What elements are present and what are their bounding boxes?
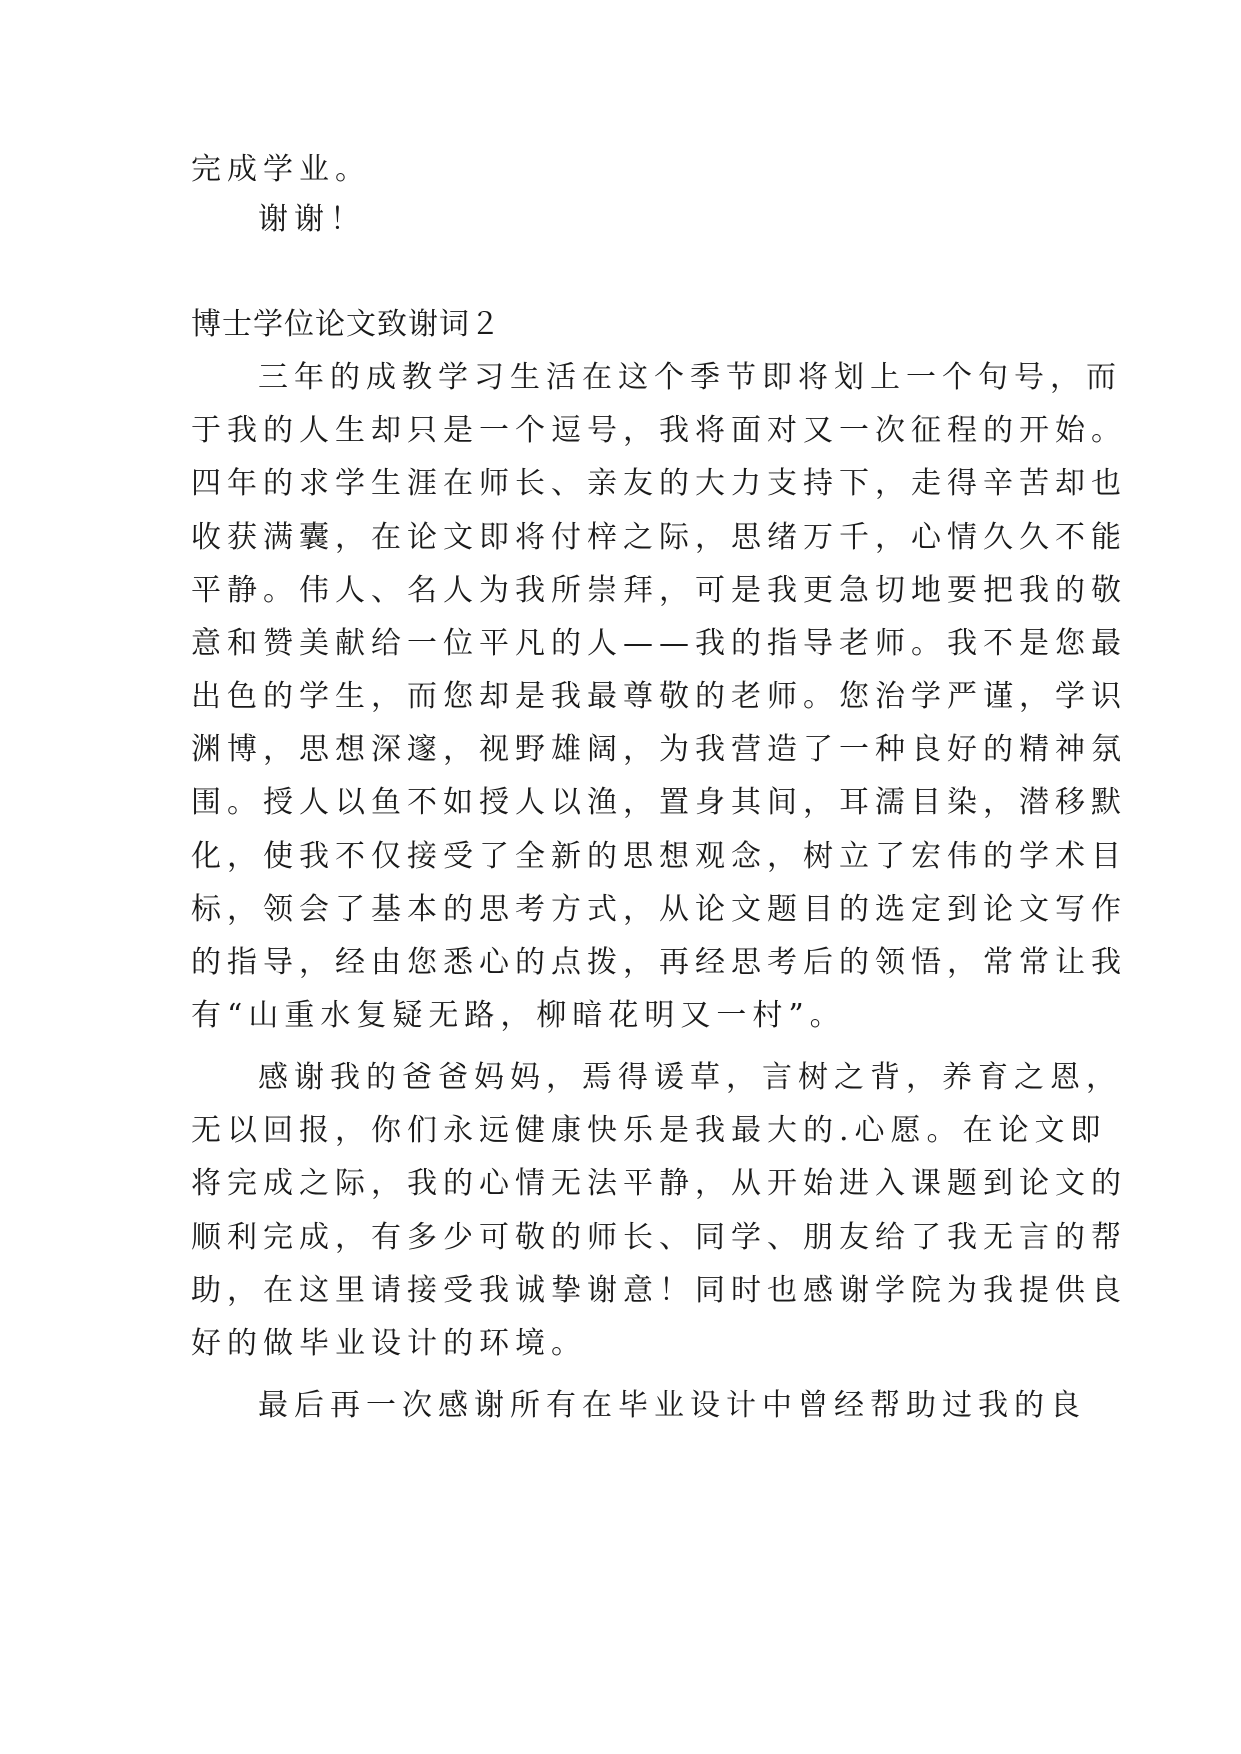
section-heading: 博士学位论文致谢词２: [191, 307, 501, 342]
text-line: 化，使我不仅接受了全新的思想观念，树立了宏伟的学术目: [191, 839, 1127, 874]
text-line: 完成学业。: [191, 152, 371, 187]
text-line: 平静。伟人、名人为我所崇拜，可是我更急切地要把我的敬: [191, 573, 1127, 608]
text-line: 感谢我的爸爸妈妈，焉得谖草，言树之背，养育之恩，: [258, 1060, 1122, 1095]
text-line: 出色的学生，而您却是我最尊敬的老师。您治学严谨，学识: [191, 679, 1127, 714]
text-line: 无以回报，你们永远健康快乐是我最大的.心愿。在论文即: [191, 1113, 1107, 1148]
text-line: 的指导，经由您悉心的点拨，再经思考后的领悟，常常让我: [191, 945, 1127, 980]
text-line: 于我的人生却只是一个逗号，我将面对又一次征程的开始。: [191, 413, 1127, 448]
text-line: 渊博，思想深邃，视野雄阔，为我营造了一种良好的精神氛: [191, 732, 1127, 767]
text-line: 有“山重水复疑无路，柳暗花明又一村”。: [191, 998, 846, 1033]
text-line: 谢谢！: [258, 202, 366, 237]
text-line: 四年的求学生涯在师长、亲友的大力支持下，走得辛苦却也: [191, 466, 1127, 501]
text-line: 最后再一次感谢所有在毕业设计中曾经帮助过我的良: [258, 1388, 1086, 1423]
text-line: 标，领会了基本的思考方式，从论文题目的选定到论文写作: [191, 892, 1127, 927]
text-line: 三年的成教学习生活在这个季节即将划上一个句号，而: [258, 360, 1122, 395]
text-line: 收获满囊，在论文即将付梓之际，思绪万千，心情久久不能: [191, 520, 1127, 555]
text-line: 助，在这里请接受我诚挚谢意！同时也感谢学院为我提供良: [191, 1273, 1127, 1308]
text-line: 围。授人以鱼不如授人以渔，置身其间，耳濡目染，潜移默: [191, 785, 1127, 820]
text-line: 意和赞美献给一位平凡的人——我的指导老师。我不是您最: [191, 626, 1127, 661]
text-line: 好的做毕业设计的环境。: [191, 1326, 587, 1361]
text-line: 顺利完成，有多少可敬的师长、同学、朋友给了我无言的帮: [191, 1220, 1127, 1255]
text-line: 将完成之际，我的心情无法平静，从开始进入课题到论文的: [191, 1166, 1127, 1201]
